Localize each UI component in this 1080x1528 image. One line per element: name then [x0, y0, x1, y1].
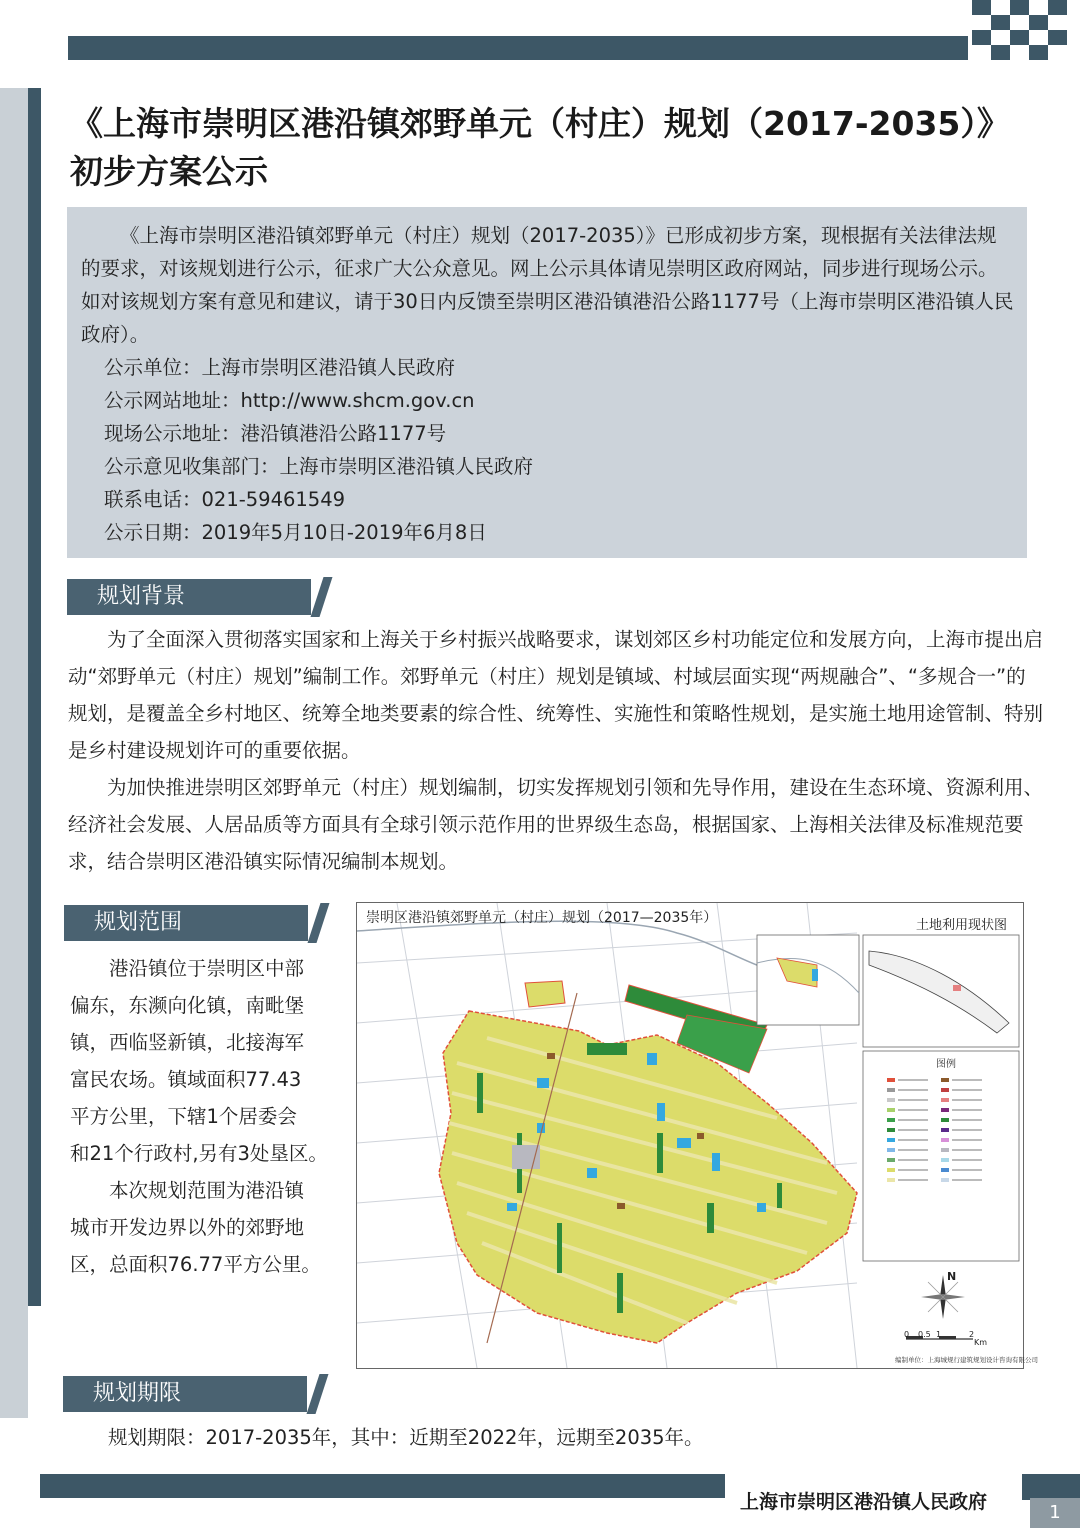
notice-box [67, 207, 1027, 558]
corner-checker-pattern [968, 0, 1080, 62]
slash-decoration [311, 577, 333, 617]
section-heading-text: 规划范围 [94, 910, 183, 935]
map-graphic [357, 903, 1023, 1368]
notice-site-address: 现场公示地址：港沿镇港沿公路1177号 [104, 422, 447, 445]
left-accent-bar [28, 88, 41, 1306]
scope-line: 城市开发边界以外的郊野地 [70, 1216, 305, 1239]
scope-line: 本次规划范围为港沿镇 [109, 1179, 305, 1202]
north-label: N [947, 1270, 957, 1283]
bottom-decorative-bar-right [1022, 1474, 1080, 1500]
scope-line: 和21个行政村,另有3处垦区。 [70, 1142, 328, 1165]
map-credit: 编制单位：上海城规行建筑规划设计咨询有限公司 [895, 1356, 1038, 1364]
background-paragraph-1: 为了全面深入贯彻落实国家和上海关于乡村振兴战略要求，谋划郊区乡村功能定位和发展方向，上海市提出启动“郊野单元（村庄）规划”编制工作。郊野单元（村庄）规划是镇域、村域层面实现“两规融合”、“多规合一”的规划，是覆盖全乡村地区、统筹全地类要素的综合性、统筹性、实施性和策略性规划，是实施土地用途管制、特别是乡村建设规划许可的重要依据。 [68, 628, 1044, 762]
title-line-2: 初步方案公示 [70, 152, 268, 191]
legend-title: 图例 [936, 1059, 956, 1070]
top-decorative-bar [68, 36, 968, 60]
scale-label: 0.5 [918, 1330, 931, 1339]
notice-collector: 公示意见收集部门：上海市崇明区港沿镇人民政府 [104, 455, 534, 478]
land-use-map [356, 902, 1024, 1369]
section-header-period [63, 1376, 307, 1412]
notice-website: 公示网站地址：http://www.shcm.gov.cn [104, 389, 475, 412]
slash-decoration [307, 1374, 329, 1414]
notice-date: 公示日期：2019年5月10日-2019年6月8日 [104, 521, 487, 544]
scope-text [70, 950, 354, 1283]
scope-line: 偏东，东濒向化镇，南毗堡 [70, 994, 305, 1017]
notice-phone: 联系电话：021-59461549 [104, 488, 346, 511]
notice-unit: 公示单位：上海市崇明区港沿镇人民政府 [104, 356, 456, 379]
page-title [70, 100, 1060, 196]
period-text: 规划期限：2017-2035年，其中：近期至2022年，远期至2035年。 [108, 1426, 704, 1449]
notice-paragraph: 《上海市崇明区港沿镇郊野单元（村庄）规划（2017-2035）》已形成初步方案，现根据有关法律法规的要求，对该规划进行公示，征求广大公众意见。网上公示具体请见崇明区政府网站，同步进行现场公示。如对该规划方案有意见和建议，请于30日内反馈至崇明区港沿镇港沿公路1177号（上海市崇明区港沿镇人民政府）。 [81, 224, 1014, 346]
scope-line: 富民农场。镇域面积77.43 [70, 1068, 302, 1091]
page-number: 1 [1030, 1498, 1080, 1528]
north-arrow-icon [921, 1275, 965, 1319]
scope-line: 镇，西临竖新镇，北接海军 [70, 1031, 305, 1054]
scale-label: 0 [904, 1330, 910, 1339]
scope-line: 区，总面积76.77平方公里。 [70, 1253, 321, 1276]
section-header-scope [64, 905, 308, 941]
map-subtitle: 土地利用现状图 [916, 918, 1008, 933]
scope-line: 平方公里，下辖1个居委会 [70, 1105, 297, 1128]
scale-label: 1 [936, 1330, 942, 1339]
background-paragraph-2: 为加快推进崇明区郊野单元（村庄）规划编制，切实发挥规划引领和先导作用，建设在生态环境、资源利用、经济社会发展、人居品质等方面具有全球引领示范作用的世界级生态岛，根据国家、上海相关法律及标准规范要求，结合崇明区港沿镇实际情况编制本规划。 [68, 776, 1044, 873]
section-heading-text: 规划背景 [97, 584, 186, 609]
section-header-background [67, 579, 311, 615]
slash-decoration [308, 903, 330, 943]
scale-label: 2 [969, 1330, 975, 1339]
scale-unit: Km [974, 1338, 988, 1347]
scope-line: 港沿镇位于崇明区中部 [109, 957, 305, 980]
map-title: 崇明区港沿镇郊野单元（村庄）规划（2017—2035年） [366, 910, 718, 926]
footer-organization: 上海市崇明区港沿镇人民政府 [740, 1491, 988, 1513]
left-decorative-bar [0, 88, 28, 1418]
section-heading-text: 规划期限 [93, 1381, 182, 1406]
title-line-1: 《上海市崇明区港沿镇郊野单元（村庄）规划（2017-2035）》 [70, 104, 1010, 143]
bottom-decorative-bar [40, 1474, 725, 1498]
